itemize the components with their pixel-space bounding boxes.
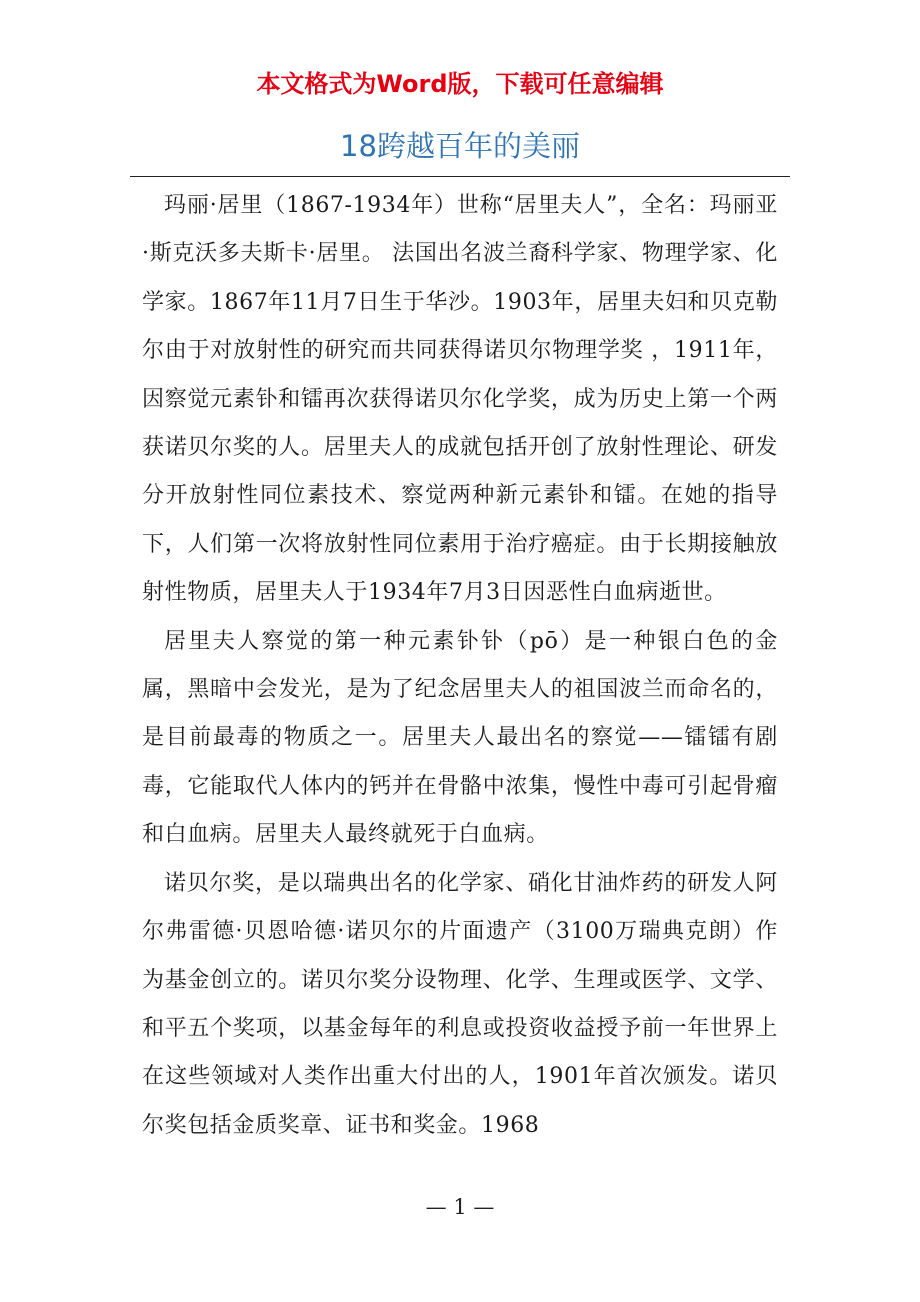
paragraph-curie-bio: 玛丽·居里（1867-1934年）世称“居里夫人”，全名：玛丽亚·斯克沃多夫斯卡·居里。 法国出名波兰裔科学家、物理学家、化学家。1867年11月7日生于华沙。1903年，居里夫妇和贝克勒尔由于对放射性的研究而共同获得诺贝尔物理学奖 ，1911年，因察觉元素钋和镭再次获得诺贝尔化学奖，成为历史上第一个两获诺贝尔奖的人。居里夫人的成就包括开创了放射性理论、研发分开放射性同位素技术、察觉两种新元素钋和镭。在她的指导下，人们第一次将放射性同位素用于治疗癌症。由于长期接触放射性物质，居里夫人于1934年7月3日因恶性白血病逝世。 [142, 193, 778, 606]
paragraph-polonium-radium: 居里夫人察觉的第一种元素钋钋（pō）是一种银白色的金属，黑暗中会发光，是为了纪念居里夫人的祖国波兰而命名的，是目前最毒的物质之一。居里夫人最出名的察觉——镭镭有剧毒，它能取代人体内的钙并在骨骼中浓集，慢性中毒可引起骨瘤和白血病。居里夫人最终就死于白血病。 [142, 628, 778, 848]
page-number: — 1 — [425, 1195, 495, 1219]
document-title: 18跨越百年的美丽 [340, 129, 580, 163]
document-body [142, 182, 778, 1150]
format-notice: 本文格式为Word版，下载可任意编辑 [256, 70, 664, 98]
paragraph-nobel-prize: 诺贝尔奖，是以瑞典出名的化学家、硝化甘油炸药的研发人阿尔弗雷德·贝恩哈德·诺贝尔的片面遗产（3100万瑞典克朗）作为基金创立的。诺贝尔奖分设物理、化学、生理或医学、文学、和平五个奖项，以基金每年的利息或投资收益授予前一年世界上在这些领域对人类作出重大付出的人，1901年首次颁发。诺贝尔奖包括金质奖章、证书和奖金。1968 [142, 870, 778, 1138]
title-divider [130, 176, 790, 177]
